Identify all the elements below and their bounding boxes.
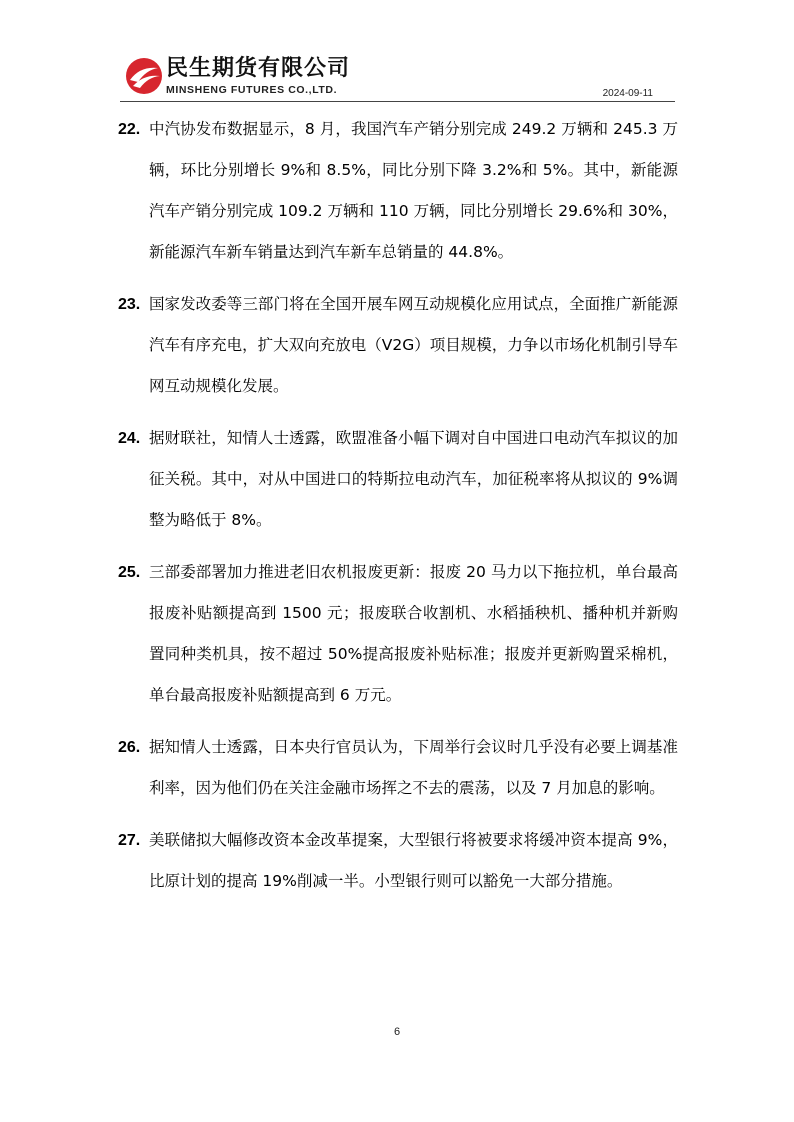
news-item [118, 820, 678, 902]
item-number: 26. [118, 739, 141, 756]
item-number: 23. [118, 296, 141, 313]
company-name-cn: 民生期货有限公司 [166, 56, 351, 81]
minsheng-logo-icon [124, 56, 164, 96]
item-text: 据知情人士透露，日本央行官员认为，下周举行会议时几乎没有必要上调基准利率，因为他们仍在关注金融市场挥之不去的震荡，以及 7 月加息的影响。 [149, 738, 678, 797]
item-text: 美联储拟大幅修改资本金改革提案，大型银行将被要求将缓冲资本提高 9%，比原计划的提高 19%削减一半。小型银行则可以豁免一大部分措施。 [149, 831, 678, 890]
report-date: 2024-09-11 [602, 88, 653, 99]
item-number: 27. [118, 832, 141, 849]
item-number: 24. [118, 430, 141, 447]
item-number: 25. [118, 564, 141, 581]
item-text: 国家发改委等三部门将在全国开展车网互动规模化应用试点，全面推广新能源汽车有序充电，扩大双向充放电（V2G）项目规模，力争以市场化机制引导车网互动规模化发展。 [149, 295, 678, 395]
item-text: 三部委部署加力推进老旧农机报废更新：报废 20 马力以下拖拉机，单台最高报废补贴额提高到 1500 元；报废联合收割机、水稻插秧机、播种机并新购置同种类机具，按不超过 50%提高报废补贴标准；报废并更新购置采棉机，单台最高报废补贴额提高到 6 万元。 [149, 563, 678, 704]
item-number: 22. [118, 121, 141, 138]
company-name-en: MINSHENG FUTURES CO.,LTD. [166, 84, 338, 96]
news-item [118, 418, 678, 541]
news-item [118, 109, 678, 273]
news-item [118, 552, 678, 716]
item-text: 据财联社，知情人士透露，欧盟准备小幅下调对自中国进口电动汽车拟议的加征关税。其中，对从中国进口的特斯拉电动汽车，加征税率将从拟议的 9%调整为略低于 8%。 [149, 429, 678, 529]
item-text: 中汽协发布数据显示，8 月，我国汽车产销分别完成 249.2 万辆和 245.3 万辆，环比分别增长 9%和 8.5%，同比分别下降 3.2%和 5%。其中，新能源汽车产销分别完成 109.2 万辆和 110 万辆，同比分别增长 29.6%和 30%，新能源汽车新车销量达到汽车新车总销量的 44.8%。 [149, 120, 678, 261]
news-list [118, 109, 678, 913]
page-number: 6 [393, 1026, 401, 1038]
news-item [118, 727, 678, 809]
header-divider [120, 101, 675, 102]
page-header [120, 52, 675, 102]
news-item [118, 284, 678, 407]
